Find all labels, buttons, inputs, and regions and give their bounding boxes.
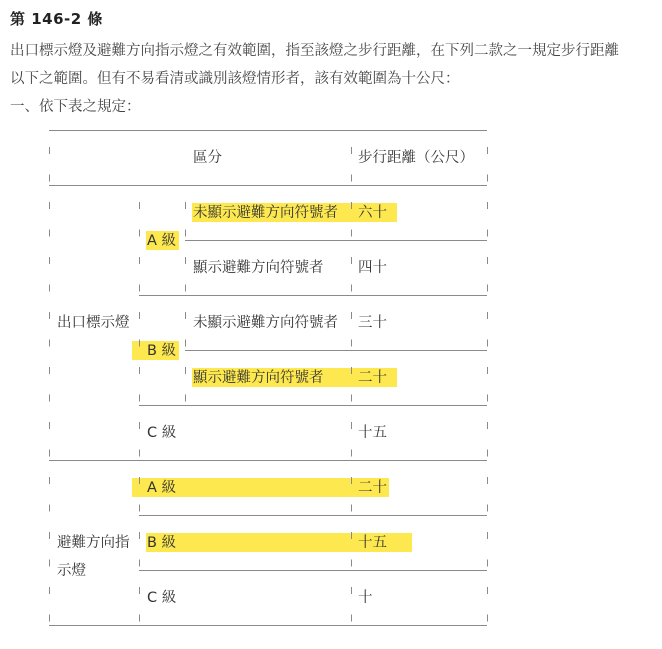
rule-bottom xyxy=(49,625,487,626)
rule-b-mid xyxy=(185,350,487,351)
article-paragraph-3: 一、依下表之規定： xyxy=(10,99,141,115)
exit-b-condition-1: 未顯示避難方向符號者 xyxy=(193,315,338,331)
article-title: 第 146-2 條 xyxy=(10,10,103,28)
rule-bc xyxy=(139,405,487,406)
group-exit-sign: 出口標示燈 xyxy=(57,315,130,331)
header-distance: 步行距離（公尺） xyxy=(358,150,474,166)
dir-grade-a: A 級 xyxy=(147,480,177,496)
group-direction-line2: 示燈 xyxy=(57,563,86,579)
rule-right xyxy=(487,130,488,625)
dir-b-distance: 十五 xyxy=(358,535,387,551)
dir-grade-c: C 級 xyxy=(147,590,177,606)
exit-grade-c: C 級 xyxy=(147,425,177,441)
group-direction-line1: 避難方向指 xyxy=(57,535,130,551)
exit-a-condition-1: 未顯示避難方向符號者 xyxy=(193,205,338,221)
rule-top xyxy=(49,130,487,131)
dir-a-distance: 二十 xyxy=(358,480,387,496)
header-category: 區分 xyxy=(193,150,222,166)
article-paragraph-2: 以下之範圍。但有不易看清或識別該燈情形者，該有效範圍為十公尺： xyxy=(10,71,460,87)
rule-a-mid xyxy=(185,240,487,241)
rule-ab xyxy=(139,295,487,296)
article-paragraph-1: 出口標示燈及避難方向指示燈之有效範圍，指至該燈之步行距離，在下列二款之一規定步行距離 xyxy=(10,43,619,59)
rule-distance-col xyxy=(351,130,352,625)
rule-left xyxy=(49,130,50,625)
rule-group xyxy=(49,460,487,461)
rule-dir-bc xyxy=(139,570,487,571)
exit-grade-b: B 級 xyxy=(147,343,177,359)
rule-condition-col xyxy=(185,185,186,405)
exit-b-distance-2: 二十 xyxy=(358,370,387,386)
exit-b-condition-2: 顯示避難方向符號者 xyxy=(193,370,324,386)
exit-a-distance-1: 六十 xyxy=(358,205,387,221)
rule-grade-col xyxy=(139,185,140,625)
exit-c-distance: 十五 xyxy=(358,425,387,441)
exit-a-distance-2: 四十 xyxy=(358,260,387,276)
dir-grade-b: B 級 xyxy=(147,535,177,551)
rule-header xyxy=(49,185,487,186)
rule-dir-ab xyxy=(139,515,487,516)
exit-b-distance-1: 三十 xyxy=(358,315,387,331)
dir-c-distance: 十 xyxy=(358,590,373,606)
exit-grade-a: A 級 xyxy=(147,233,177,249)
exit-a-condition-2: 顯示避難方向符號者 xyxy=(193,260,324,276)
